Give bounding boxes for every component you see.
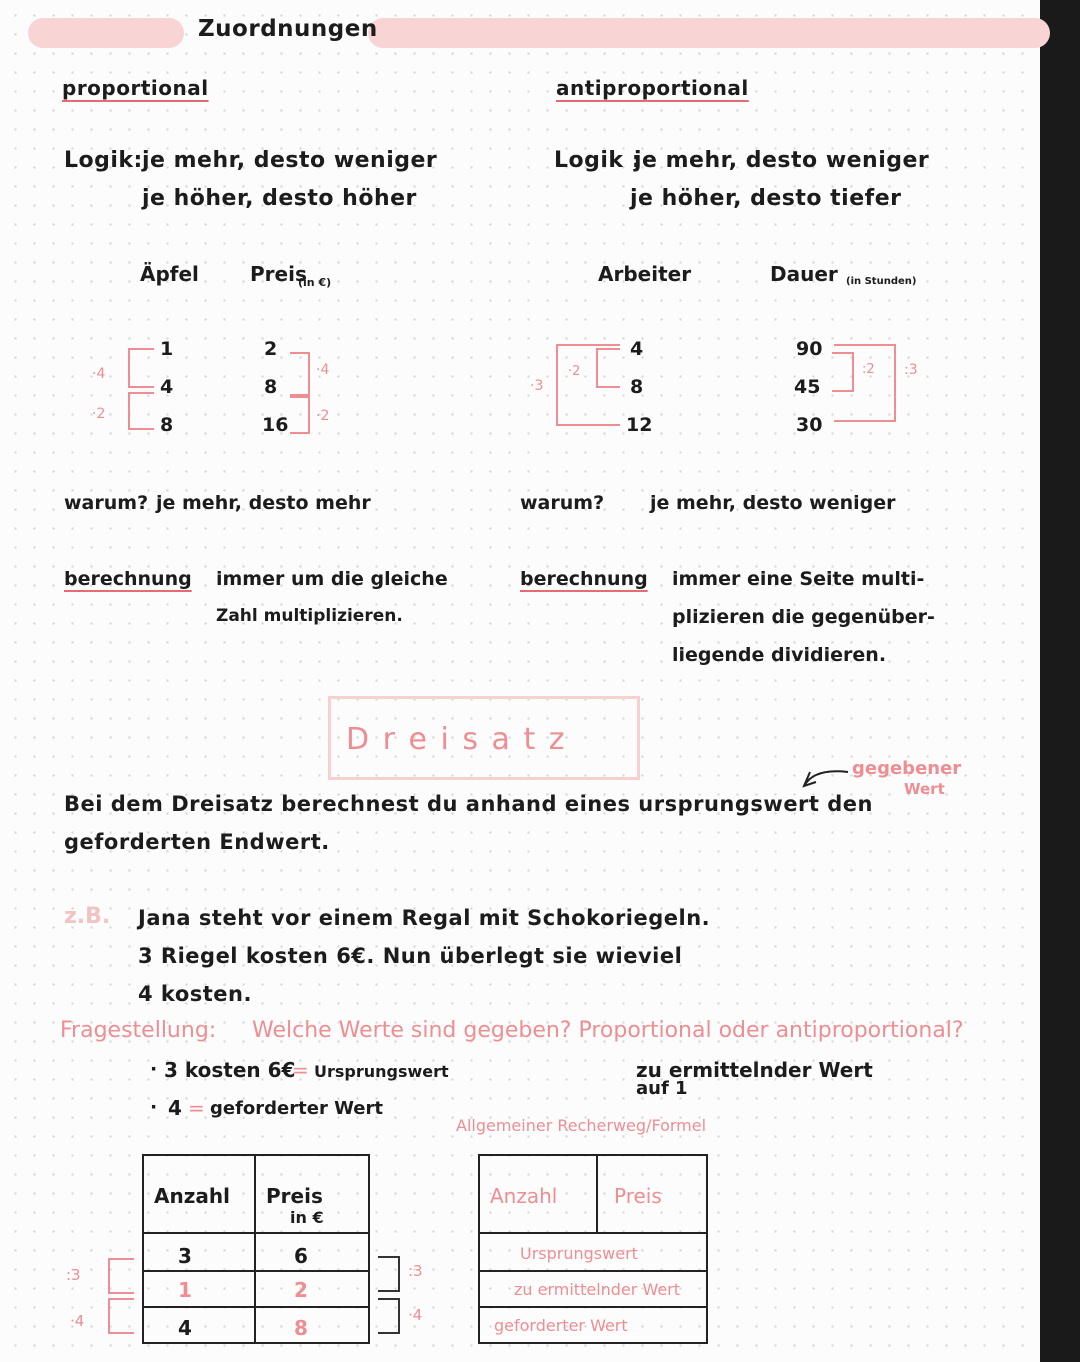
proportional-berechnung-label: berechnung	[64, 568, 192, 590]
formula-row: Ursprungswert	[479, 1233, 707, 1271]
duration-value: 90	[796, 338, 823, 360]
proportional-warum-label: warum?	[64, 492, 149, 514]
op-left: ·4	[92, 366, 106, 382]
dreisatz-title: D r e i s a t z	[346, 722, 567, 757]
bracket-left	[128, 392, 154, 430]
table-cell: 4	[143, 1307, 255, 1343]
antiproportional-warum-text: je mehr, desto weniger	[650, 492, 896, 514]
table-op-left: :3	[66, 1266, 81, 1284]
duration-value: 45	[794, 376, 821, 398]
antiproportional-logic-1: je mehr, desto weniger	[634, 148, 930, 173]
window-edge	[1040, 0, 1080, 1362]
op-right: ·4	[316, 362, 330, 378]
workers-value: 4	[630, 338, 644, 360]
formula-header: Preis	[597, 1155, 707, 1233]
formula-header: Anzahl	[479, 1155, 597, 1233]
duration-value: 30	[796, 414, 823, 436]
title-highlight-right	[368, 18, 1050, 48]
price-value: 2	[264, 338, 278, 360]
proportional-warum-text: je mehr, desto mehr	[156, 492, 371, 514]
question-text: Welche Werte sind gegeben? Proportional oder antiproportional?	[252, 1018, 964, 1043]
antiproportional-heading: antiproportional	[556, 76, 749, 100]
dreisatz-note-bottom: Wert	[904, 780, 945, 798]
example-label: z.B.	[64, 904, 111, 929]
question-label: Fragestellung:	[60, 1018, 217, 1043]
apples-value: 4	[160, 376, 174, 398]
given-1-b: Ursprungswert	[314, 1062, 449, 1081]
given-1-eq: =	[292, 1058, 309, 1082]
antiproportional-berechnung-2: plizieren die gegenüber-	[672, 606, 935, 628]
price-value: 8	[264, 376, 278, 398]
given-2-b: geforderter Wert	[210, 1098, 383, 1119]
proportional-logic-label: Logik:	[64, 148, 143, 173]
antiproportional-warum-label: warum?	[520, 492, 605, 514]
formula-table	[478, 1154, 708, 1344]
proportional-logic-1: je mehr, desto weniger	[142, 148, 438, 173]
antiproportional-logic-label: Logik :	[554, 148, 642, 173]
table-op-left: ·4	[70, 1312, 85, 1330]
proportional-berechnung-1: immer um die gleiche	[216, 568, 448, 590]
arrow-icon	[800, 764, 856, 788]
table-op-right: :3	[408, 1262, 423, 1280]
table-cell: 1	[143, 1271, 255, 1307]
bracket-left-outer	[556, 344, 620, 426]
table-cell: 8	[255, 1307, 369, 1343]
bracket-right-outer	[834, 344, 896, 422]
antiproportional-berechnung-1: immer eine Seite multi-	[672, 568, 925, 590]
side-note-1: zu ermittelnder Wert	[636, 1058, 873, 1082]
bracket-right	[290, 396, 310, 434]
table-cell: 3	[143, 1233, 255, 1271]
example-line-2: 3 Riegel kosten 6€. Nun überlegt sie wieviel	[138, 944, 683, 968]
workers-value: 8	[630, 376, 644, 398]
table-cell: 2	[255, 1271, 369, 1307]
bracket-right	[290, 352, 310, 396]
formula-row: zu ermittelnder Wert	[479, 1271, 707, 1307]
dreisatz-line-1: Bei dem Dreisatz berechnest du anhand eines ursprungswert den	[64, 792, 873, 816]
bracket-left	[108, 1298, 134, 1334]
apples-value: 8	[160, 414, 174, 436]
antiproportional-berechnung-label: berechnung	[520, 568, 648, 590]
table-cell: 6	[255, 1233, 369, 1271]
dreisatz-line-2: geforderten Endwert.	[64, 830, 330, 854]
formula-row: geforderter Wert	[479, 1307, 707, 1343]
table-header: Anzahl	[143, 1155, 255, 1233]
title-highlight-left	[28, 18, 184, 48]
op-right: :2	[862, 362, 875, 377]
proportional-col-price: Preis	[250, 262, 307, 286]
bracket-left	[108, 1258, 134, 1294]
side-note-2: auf 1	[636, 1078, 688, 1099]
proportional-logic-2: je höher, desto höher	[142, 186, 417, 211]
given-1-a: 3 kosten 6€	[164, 1058, 296, 1082]
bullet-icon: ·	[150, 1058, 158, 1080]
example-table	[142, 1154, 370, 1344]
op-right: :3	[904, 362, 918, 378]
antiproportional-col-duration-unit: (in Stunden)	[846, 276, 917, 287]
example-line-1: Jana steht vor einem Regal mit Schokoriegeln.	[138, 906, 711, 930]
table-header-unit: in €	[290, 1208, 324, 1227]
given-2-eq: =	[188, 1096, 205, 1120]
apples-value: 1	[160, 338, 174, 360]
antiproportional-berechnung-3: liegende dividieren.	[672, 644, 887, 666]
price-value: 16	[262, 414, 289, 436]
formula-title: Allgemeiner Recherweg/Formel	[456, 1116, 707, 1135]
table-header-price: Preis in €	[255, 1155, 369, 1233]
given-2-a: 4	[168, 1096, 182, 1120]
page-title: Zuordnungen	[198, 16, 378, 42]
op-right: ·2	[316, 408, 330, 424]
antiproportional-logic-2: je höher, desto tiefer	[630, 186, 902, 211]
dreisatz-note-top: gegebener	[852, 758, 962, 779]
proportional-heading: proportional	[62, 76, 209, 100]
table-op-right: ·4	[408, 1306, 423, 1324]
bullet-icon: ·	[150, 1096, 158, 1118]
op-left: ·2	[92, 406, 106, 422]
op-left: ·2	[568, 364, 581, 379]
op-left: ·3	[530, 378, 544, 394]
proportional-col-apples: Äpfel	[140, 262, 199, 286]
antiproportional-col-duration: Dauer	[770, 262, 838, 286]
bracket-right	[378, 1298, 400, 1334]
workers-value: 12	[626, 414, 653, 436]
bracket-left	[128, 348, 154, 388]
example-line-3: 4 kosten.	[138, 982, 252, 1006]
proportional-berechnung-2: Zahl multiplizieren.	[216, 606, 403, 626]
bracket-right	[378, 1256, 400, 1292]
antiproportional-col-workers: Arbeiter	[598, 262, 692, 286]
proportional-col-price-unit: (in €)	[298, 276, 332, 289]
